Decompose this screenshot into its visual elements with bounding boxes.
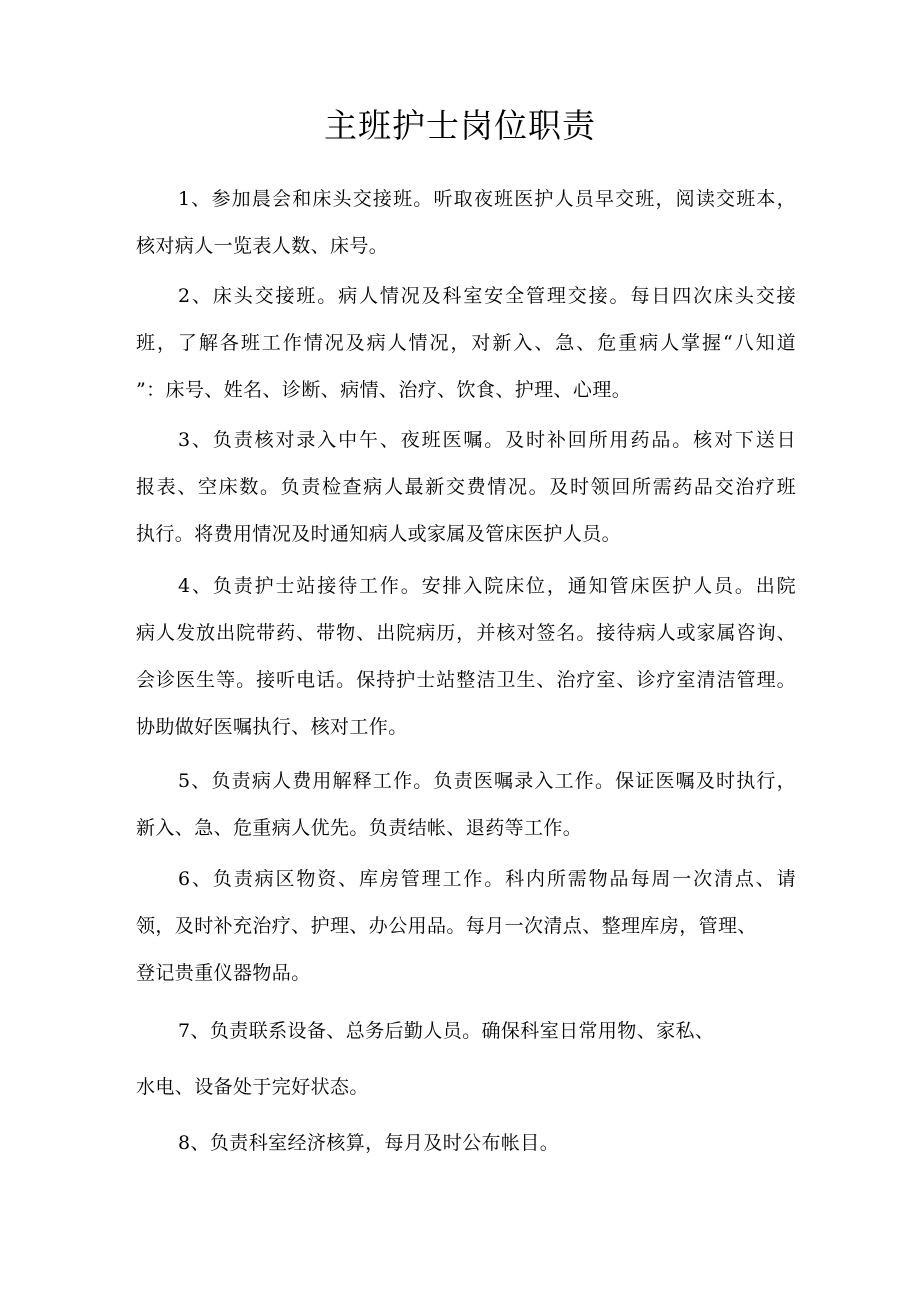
paragraph-line: 1、参加晨会和床头交接班。听取夜班医护人员早交班，阅读交班本， — [178, 188, 796, 210]
paragraph-line: 6、负责病区物资、库房管理工作。科内所需物品每周一次清点、请 — [178, 868, 796, 890]
paragraph-line: 7、负责联系设备、总务后勤人员。确保科室日常用物、家私、 — [178, 1020, 715, 1042]
paragraph-5 — [136, 758, 796, 852]
paragraph-1 — [136, 176, 796, 270]
paragraph-6 — [136, 856, 796, 997]
paragraph-line: 报表、空床数。负责检查病人最新交费情况。及时领回所需药品交治疗班 — [136, 476, 796, 498]
paragraph-line: 2、床头交接班。病人情况及科室安全管理交接。每日四次床头交接 — [178, 285, 796, 307]
paragraph-line: 班，了解各班工作情况及病人情况，对新入、急、危重病人掌握“八知道 — [136, 332, 796, 354]
paragraph-line: 领，及时补充治疗、护理、办公用品。每月一次清点、整理库房，管理、 — [136, 915, 757, 937]
paragraph-line: 新入、急、危重病人优先。负责结帐、退药等工作。 — [136, 817, 583, 839]
paragraph-line: 水电、设备处于完好状态。 — [136, 1076, 369, 1098]
paragraph-line: ”：床号、姓名、诊断、病情、治疗、饮食、护理、心理。 — [136, 379, 632, 401]
paragraph-line: 4、负责护士站接待工作。安排入院床位，通知管床医护人员。出院 — [178, 575, 796, 597]
paragraph-2 — [136, 273, 796, 414]
paragraph-line: 协助做好医嘱执行、核对工作。 — [136, 716, 408, 738]
paragraph-8 — [136, 1120, 796, 1167]
paragraph-line: 会诊医生等。接听电话。保持护士站整洁卫生、治疗室、诊疗室清洁管理。 — [136, 669, 796, 691]
paragraph-line: 3、负责核对录入中午、夜班医嘱。及时补回所用药品。核对下送日 — [178, 429, 796, 451]
paragraph-line: 8、负责科室经济核算，每月及时公布帐目。 — [178, 1132, 560, 1154]
paragraph-4 — [136, 563, 796, 751]
paragraph-3 — [136, 417, 796, 558]
paragraph-line: 病人发放出院带药、带物、出院病历，并核对签名。接待病人或家属咨询、 — [136, 622, 796, 644]
paragraph-line: 5、负责病人费用解释工作。负责医嘱录入工作。保证医嘱及时执行， — [178, 770, 796, 792]
paragraph-line: 登记贵重仪器物品。 — [136, 962, 311, 984]
paragraph-7 — [136, 1003, 796, 1115]
document-title: 主班护士岗位职责 — [324, 106, 596, 145]
paragraph-line: 核对病人一览表人数、床号。 — [136, 235, 389, 257]
paragraph-line: 执行。将费用情况及时通知病人或家属及管床医护人员。 — [136, 523, 622, 545]
